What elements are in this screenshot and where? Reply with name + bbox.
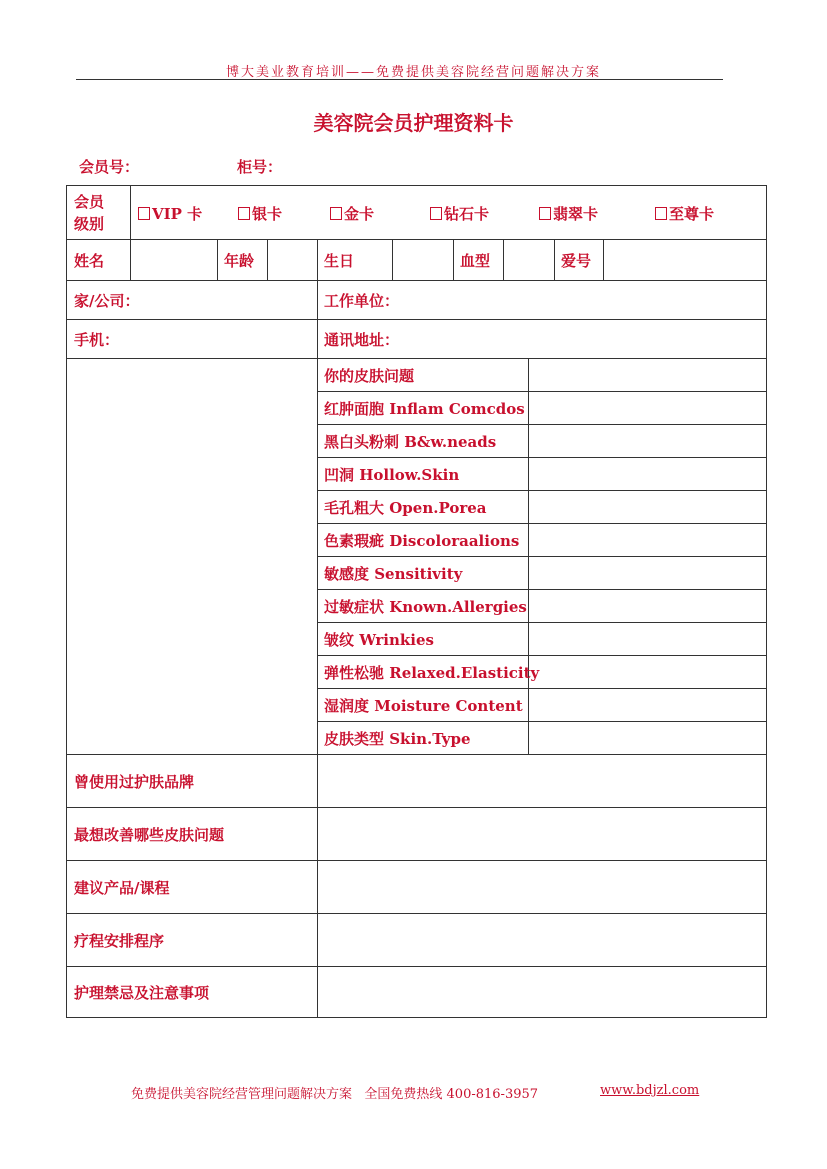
- checkbox-icon[interactable]: [138, 207, 150, 220]
- skin-item-label: 红肿面胞 Inflam Comcdos: [317, 392, 529, 424]
- basic-info-row: [67, 240, 766, 281]
- header-slogan: 博大美业教育培训——免费提供美容院经营问题解决方案: [225, 65, 601, 80]
- hobby-label: 爱号: [561, 251, 592, 270]
- skin-row: [317, 359, 766, 392]
- bottom-row-label: 建议产品/课程: [74, 878, 170, 897]
- skin-row: [317, 392, 766, 425]
- checkbox-icon[interactable]: [430, 207, 442, 220]
- skin-row: [317, 425, 766, 458]
- skin-item-label: 你的皮肤问题: [317, 359, 529, 391]
- mobile-address-row: [67, 320, 766, 359]
- level-label: 会员 级别: [74, 193, 105, 233]
- bottom-row-label: 最想改善哪些皮肤问题: [74, 825, 225, 844]
- footer-url-link[interactable]: www.bdjzl.com: [600, 1083, 700, 1098]
- level-option-gold[interactable]: 金卡: [330, 203, 374, 224]
- home-company-label: 家/公司：: [74, 291, 140, 310]
- checkbox-icon[interactable]: [539, 207, 551, 220]
- skin-item-label: 敏感度 Sensitivity: [317, 557, 529, 589]
- skin-item-label: 皱纹 Wrinkies: [317, 623, 529, 655]
- skin-row: [317, 524, 766, 557]
- bottom-row-label: 曾使用过护肤品牌: [74, 772, 195, 791]
- bottom-row-label: 疗程安排程序: [74, 931, 165, 950]
- blood-type-label: 血型: [460, 251, 491, 270]
- age-label: 年龄: [224, 251, 255, 270]
- skin-item-label: 凹洞 Hollow.Skin: [317, 458, 529, 490]
- skin-item-label: 色素瑕疵 Discoloraalions: [317, 524, 529, 556]
- address-label: 通讯地址：: [324, 330, 400, 349]
- level-row: [67, 186, 766, 240]
- skin-item-label: 弹性松驰 Relaxed.Elasticity: [317, 656, 529, 688]
- skin-row: [317, 491, 766, 524]
- level-option-silver[interactable]: 银卡: [238, 203, 282, 224]
- footer: [131, 1083, 700, 1102]
- level-option-vip[interactable]: VIP 卡: [138, 203, 202, 224]
- footer-text: 免费提供美容院经营管理问题解决方案 全国免费热线 400-816-3957: [131, 1087, 539, 1102]
- skin-item-label: 黑白头粉刺 B&w.neads: [317, 425, 529, 457]
- skin-row: [317, 557, 766, 590]
- bottom-row-label: 护理禁忌及注意事项: [74, 983, 210, 1002]
- name-label: 姓名: [74, 251, 105, 270]
- mobile-label: 手机：: [74, 330, 120, 349]
- checkbox-icon[interactable]: [655, 207, 667, 220]
- skin-row: [317, 623, 766, 656]
- skin-row: [317, 722, 766, 755]
- level-option-diamond[interactable]: 钻石卡: [430, 203, 489, 224]
- skin-row: [317, 458, 766, 491]
- checkbox-icon[interactable]: [238, 207, 250, 220]
- level-option-jade[interactable]: 翡翠卡: [539, 203, 598, 224]
- bottom-row-schedule: [67, 914, 766, 967]
- home-work-row: [67, 281, 766, 320]
- skin-row: [317, 590, 766, 623]
- bottom-row-brands: [67, 755, 766, 808]
- birthday-label: 生日: [324, 251, 355, 270]
- bottom-row-products: [67, 861, 766, 914]
- member-card-table: [66, 185, 767, 1018]
- skin-row: [317, 656, 766, 689]
- locker-number-label: 柜号：: [237, 158, 283, 176]
- skin-item-label: 毛孔粗大 Open.Porea: [317, 491, 529, 523]
- member-number-label: 会员号：: [79, 158, 140, 176]
- header-divider: [76, 79, 723, 80]
- skin-section: [67, 359, 766, 755]
- bottom-row-cautions: [67, 967, 766, 1017]
- checkbox-icon[interactable]: [330, 207, 342, 220]
- level-option-supreme[interactable]: 至尊卡: [655, 203, 714, 224]
- skin-item-label: 湿润度 Moisture Content: [317, 689, 529, 721]
- page-title: 美容院会员护理资料卡: [313, 111, 514, 135]
- skin-row: [317, 689, 766, 722]
- skin-item-label: 过敏症状 Known.Allergies: [317, 590, 529, 622]
- bottom-row-improve: [67, 808, 766, 861]
- skin-item-label: 皮肤类型 Skin.Type: [317, 722, 529, 755]
- work-unit-label: 工作单位：: [324, 291, 400, 310]
